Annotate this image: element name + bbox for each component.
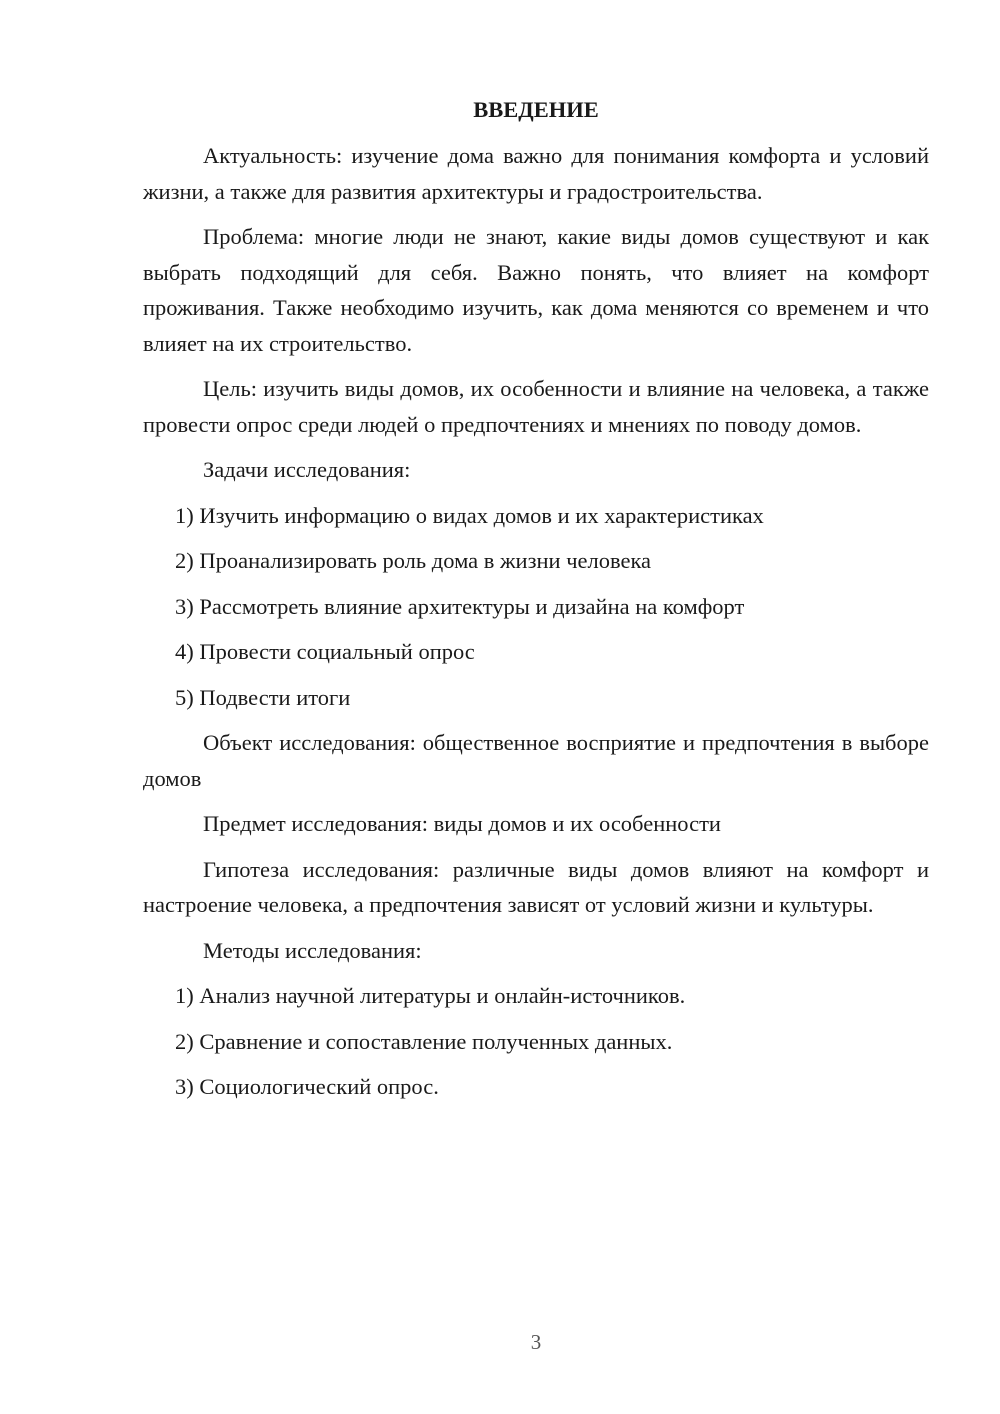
task-item-3: 3) Рассмотреть влияние архитектуры и дизайна на комфорт [175, 593, 745, 619]
method-item-1: 1) Анализ научной литературы и онлайн-источников. [175, 983, 686, 1008]
document-page [143, 92, 929, 1115]
task-item-5: 5) Подвести итоги [175, 684, 351, 710]
section-title: ВВЕДЕНИЕ [473, 97, 599, 122]
goal-paragraph: Цель: изучить виды домов, их особенности и влияние на человека, а также провести опрос среди людей о предпочтениях и мнениях по поводу домов. [143, 376, 929, 437]
page-number: 3 [530, 1330, 542, 1354]
method-item-3: 3) Социологический опрос. [175, 1074, 439, 1099]
task-item-2: 2) Проанализировать роль дома в жизни человека [175, 548, 652, 573]
problem-paragraph: Проблема: многие люди не знают, какие виды домов существуют и как выбрать подходящий для себя. Важно понять, что влияет на комфорт проживания. Также необходимо изучить, как дома меняются со временем и что влияет на их строительство. [143, 224, 929, 356]
object-paragraph: Объект исследования: общественное восприятие и предпочтения в выборе домов [143, 730, 929, 791]
hypothesis-paragraph: Гипотеза исследования: различные виды домов влияют на комфорт и настроение человека, а предпочтения зависят от условий жизни и культуры. [143, 856, 929, 917]
relevance-paragraph: Актуальность: изучение дома важно для понимания комфорта и условий жизни, а также для развития архитектуры и градостроительства. [143, 143, 929, 204]
subject-paragraph: Предмет исследования: виды домов и их особенности [203, 811, 721, 836]
task-item-4: 4) Провести социальный опрос [175, 639, 475, 664]
methods-heading: Методы исследования: [203, 937, 422, 963]
tasks-heading: Задачи исследования: [203, 457, 411, 482]
task-item-1: 1) Изучить информацию о видах домов и их характеристиках [175, 502, 764, 528]
method-item-2: 2) Сравнение и сопоставление полученных данных. [175, 1028, 673, 1054]
